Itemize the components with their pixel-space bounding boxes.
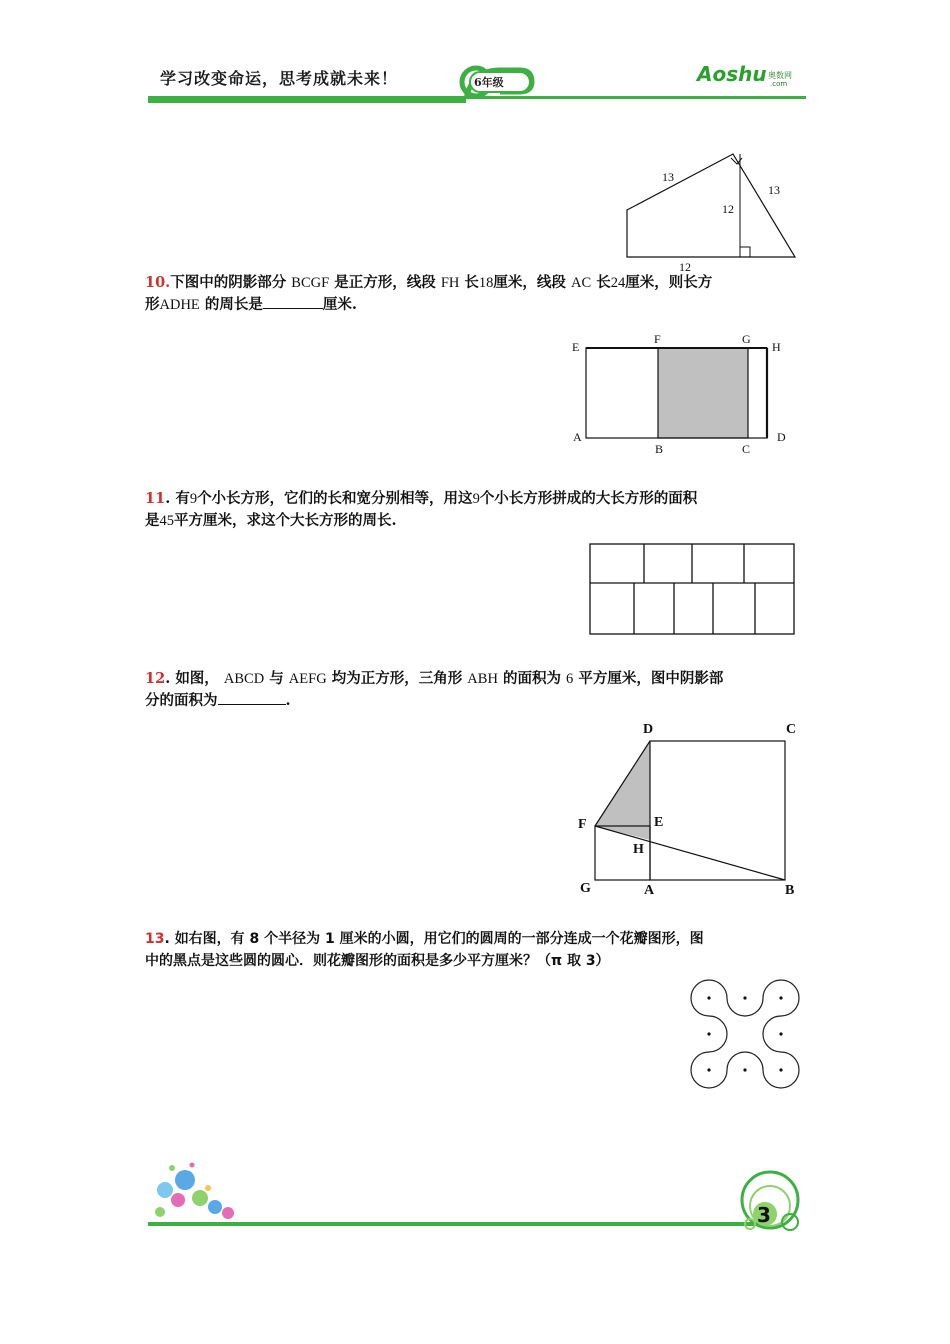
aoshu-logo-domain: .com bbox=[770, 80, 788, 88]
q10-label-G: G bbox=[742, 332, 751, 346]
q11-number: 11 bbox=[145, 490, 166, 507]
page-number: 3 bbox=[757, 1203, 771, 1227]
q12-label-G: G bbox=[580, 881, 591, 896]
header-grade: 6年级 bbox=[474, 76, 504, 89]
q9-label-top: 13 bbox=[662, 170, 674, 184]
q12-label-H: H bbox=[633, 842, 644, 857]
q10-label-E: E bbox=[572, 340, 580, 354]
q9-label-right: 13 bbox=[768, 183, 780, 197]
q12-label-B: B bbox=[785, 883, 795, 898]
q11-text: 11. 有9个小长方形，它们的长和宽分别相等，用这9个小长方形拼成的大长方形的面积 是45平方厘米，求这个大长方形的周长. bbox=[145, 490, 698, 529]
q12-label-A: A bbox=[644, 883, 655, 898]
q10-number: 10. bbox=[145, 274, 171, 291]
q9-label-bottom: 12 bbox=[679, 260, 691, 274]
q12-label-C: C bbox=[786, 722, 797, 737]
q10-label-B: B bbox=[655, 442, 664, 456]
q13-text: 13. 如右图，有 8 个半径为 1 厘米的小圆，用它们的圆周的一部分连成一个花瓣图形，图 中的黑点是这些圆的圆心．则花瓣图形的面积是多少平方厘米？（π 取 3） bbox=[145, 931, 704, 969]
q12-label-F: F bbox=[578, 817, 587, 832]
q10-label-C: C bbox=[742, 442, 751, 456]
q12-number: 12 bbox=[145, 670, 166, 687]
aoshu-logo-sub: 奥数网 bbox=[768, 71, 792, 80]
header-slogan: 学习改变命运，思考成就未来！ bbox=[160, 69, 399, 88]
q10-label-F: F bbox=[654, 332, 661, 346]
q10-label-H: H bbox=[772, 340, 781, 354]
q12-text: 12. 如图， ABCD 与 AEFG 均为正方形，三角形 ABH 的面积为 6 平方厘米，图中阴影部 分的面积为 . bbox=[145, 670, 724, 709]
q10-text: 10.下图中的阴影部分 BCGF 是正方形，线段 FH 长18厘米，线段 AC 长24厘米，则长方 形ADHE 的周长是 厘米. bbox=[145, 274, 713, 313]
q10-label-A: A bbox=[573, 430, 582, 444]
q13-number: 13 bbox=[145, 931, 165, 947]
q10-label-D: D bbox=[777, 430, 786, 444]
q12-label-E: E bbox=[654, 815, 664, 830]
aoshu-logo: Aoshu bbox=[697, 62, 767, 86]
q9-label-height: 12 bbox=[722, 202, 734, 216]
flower-ornament-icon bbox=[155, 1163, 234, 1220]
q12-label-D: D bbox=[643, 722, 654, 737]
